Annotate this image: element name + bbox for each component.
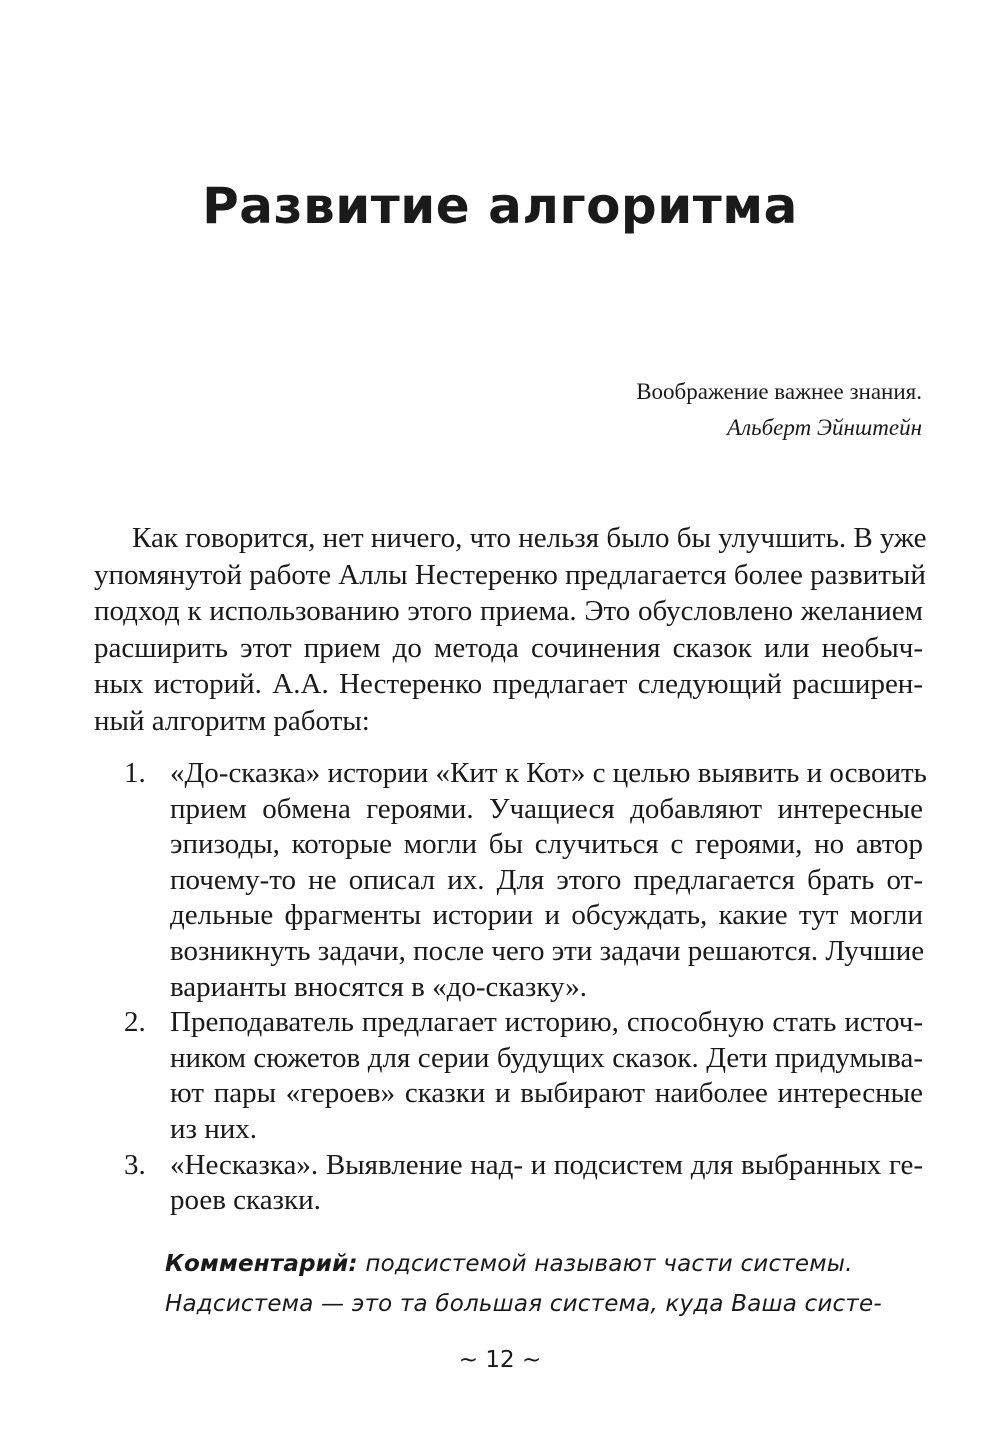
paragraph-line: подход к использованию этого приема. Это обусловлено желанием: [94, 595, 923, 627]
page-number: ~ 12 ~: [458, 1347, 542, 1373]
list-item-line: Преподаватель предлагает историю, способную стать источ-: [170, 1006, 923, 1039]
epigraph-author: Альберт Эйнштейн: [727, 415, 922, 440]
paragraph-line: Как говорится, нет ничего, что нельзя было бы улучшить. В уже: [132, 522, 927, 554]
list-item: [124, 756, 927, 1005]
epigraph: [636, 374, 922, 446]
comment-label: Комментарий:: [165, 1251, 358, 1277]
list-item: [124, 1005, 923, 1147]
list-item-line: дельные фрагменты истории и обсуждать, какие тут могли: [170, 899, 923, 932]
list-item-line: роев сказки.: [170, 1184, 321, 1217]
list-item-number: 2.: [124, 1006, 146, 1039]
list-item-line: «Несказка». Выявление над- и подсистем для выбранных ге-: [170, 1148, 923, 1181]
list-item: [124, 1148, 923, 1219]
list-item-line: ником сюжетов для серии будущих сказок. Дети придумыва-: [170, 1041, 923, 1074]
paragraph-line: ных историй. А.А. Нестеренко предлагает следующий расширен-: [94, 668, 923, 700]
comment-block: [165, 1244, 882, 1324]
list-item-line: эпизоды, которые могли бы случиться с героями, но автор: [170, 828, 923, 861]
list-item-line: прием обмена героями. Учащиеся добавляют интересные: [170, 792, 923, 825]
paragraph-line: ный алгоритм работы:: [94, 704, 370, 737]
list-item-line: из них.: [170, 1112, 258, 1145]
comment-text: подсистемой называют части системы.: [357, 1251, 853, 1277]
paragraph-intro: [94, 520, 927, 739]
list-item-line: варианты вносятся в «до-сказку».: [170, 970, 587, 1003]
paragraph-line: упомянутой работе Аллы Нестеренко предлагается более развитый: [94, 558, 926, 591]
comment-line: Надсистема — это та большая система, куда Ваша систе-: [165, 1291, 882, 1317]
list-item-line: почему-то не описал их. Для этого предлагается брать от-: [170, 863, 923, 896]
list-item-number: 3.: [124, 1148, 146, 1181]
list-item-number: 1.: [124, 757, 146, 789]
list-item-line: возникнуть задачи, после чего эти задачи решаются. Лучшие: [170, 934, 925, 967]
list-item-line: ют пары «героев» сказки и выбирают наиболее интересные: [170, 1077, 923, 1110]
comment-line: [165, 1244, 855, 1284]
chapter-title: Развитие алгоритма: [202, 177, 798, 235]
paragraph-line: расширить этот прием до метода сочинения сказок или необыч-: [94, 631, 923, 664]
numbered-list: [124, 756, 927, 1219]
list-item-line: «До-сказка» истории «Кит к Кот» с целью выявить и освоить: [170, 757, 927, 789]
epigraph-quote: Воображение важнее знания.: [636, 379, 922, 404]
